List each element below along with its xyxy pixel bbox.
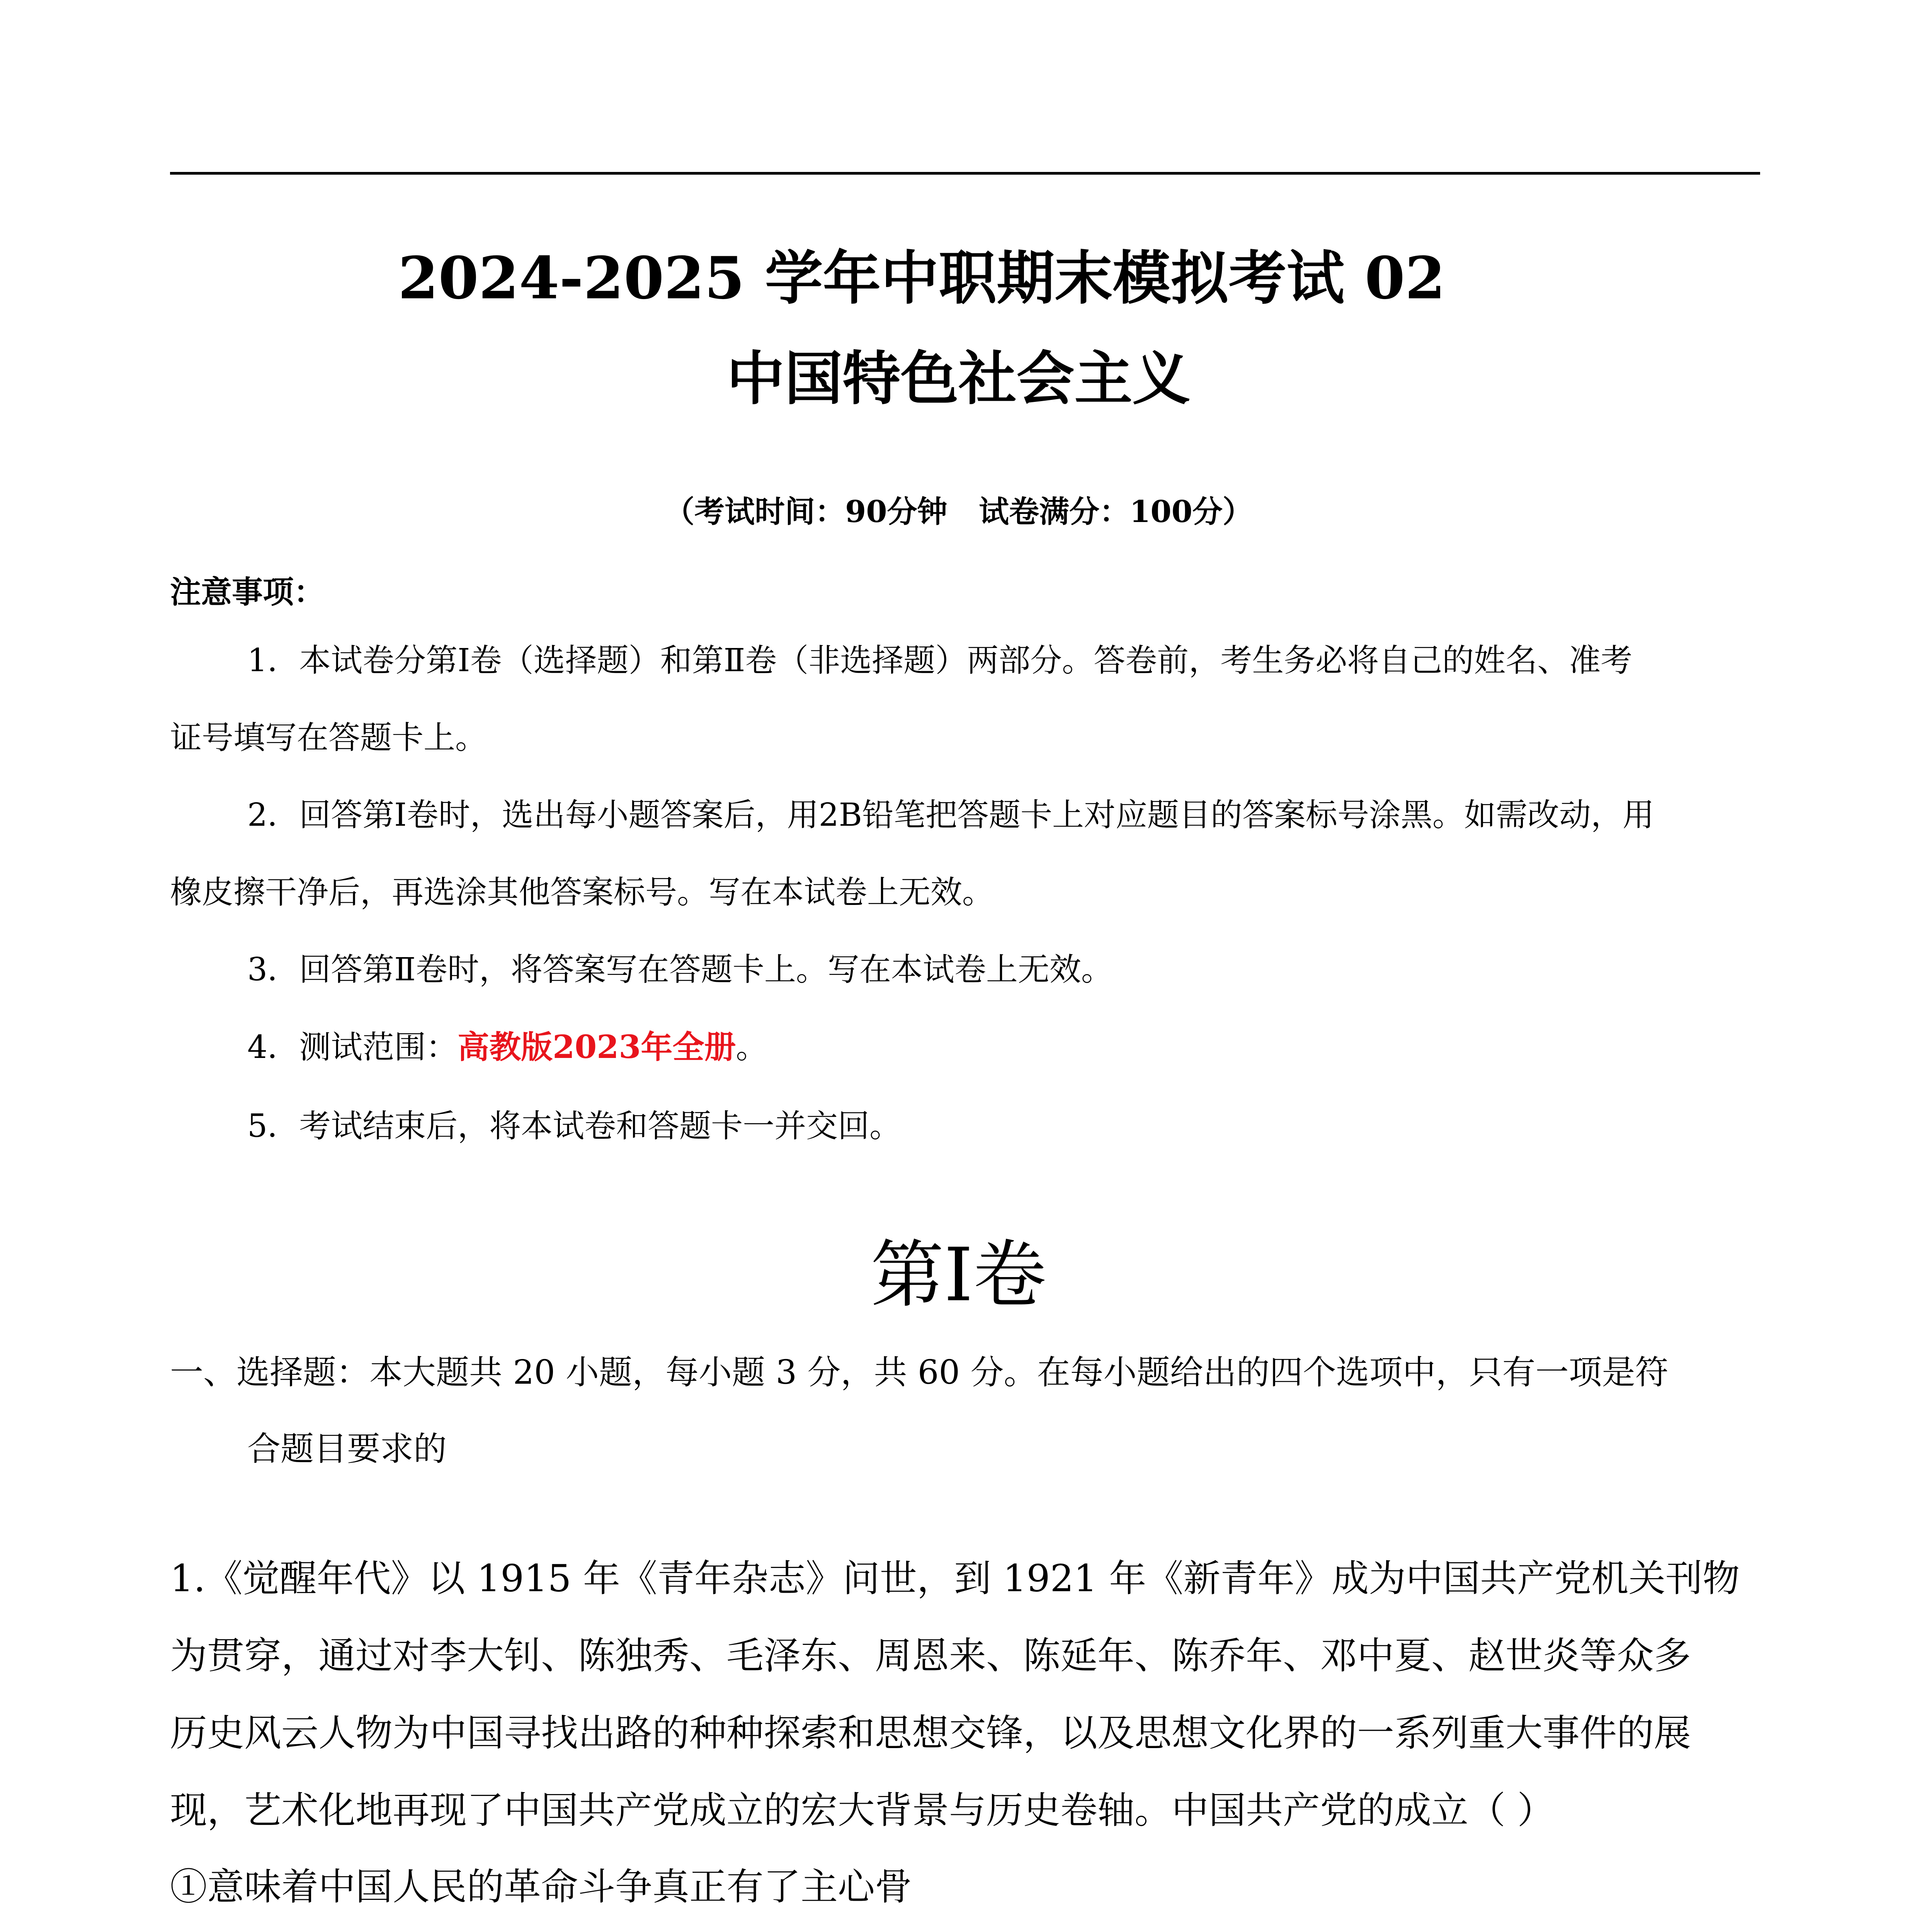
notice-item-1-line-2: 证号填写在答题卡上。 bbox=[170, 719, 487, 756]
question-1-line-4: 现，艺术化地再现了中国共产党成立的宏大背景与历史卷轴。中国共产党的成立（ ） bbox=[170, 1789, 1555, 1832]
notice-item-4-prefix: 4．测试范围： bbox=[247, 1029, 458, 1066]
notice-heading: 注意事项： bbox=[170, 574, 325, 610]
notice-item-4-suffix: 。 bbox=[736, 1029, 768, 1066]
section-instructions-line-1: 一、选择题：本大题共 20 小题，每小题 3 分，共 60 分。在每小题给出的四个选项中，只有一项是符 bbox=[170, 1353, 1669, 1392]
notice-item-4 bbox=[247, 1026, 767, 1069]
header-rule bbox=[170, 172, 1760, 175]
question-1-line-3: 历史风云人物为中国寻找出路的种种探索和思想交锋，以及思想文化界的一系列重大事件的展 bbox=[170, 1711, 1691, 1755]
question-1-line-2: 为贯穿，通过对李大钊、陈独秀、毛泽东、周恩来、陈延年、陈乔年、邓中夏、赵世炎等众多 bbox=[170, 1634, 1691, 1677]
test-scope-highlight: 高教版2023年全册 bbox=[458, 1029, 736, 1066]
question-1-statement-1: ①意味着中国人民的革命斗争真正有了主心骨 bbox=[170, 1865, 912, 1908]
exam-title: 2024-2025 学年中职期末模拟考试 02 bbox=[398, 244, 1446, 312]
notice-item-5: 5．考试结束后，将本试卷和答题卡一并交回。 bbox=[247, 1108, 902, 1145]
notice-item-2-line-1: 2．回答第Ⅰ卷时，选出每小题答案后，用2B铅笔把答题卡上对应题目的答案标号涂黑。如需改动，用 bbox=[247, 797, 1654, 833]
notice-item-2-line-2: 橡皮擦干净后，再选涂其他答案标号。写在本试卷上无效。 bbox=[170, 874, 994, 911]
subject-title: 中国特色社会主义 bbox=[726, 345, 1191, 413]
section-instructions-line-2: 合题目要求的 bbox=[247, 1430, 447, 1468]
notice-item-3: 3．回答第Ⅱ卷时，将答案写在答题卡上。写在本试卷上无效。 bbox=[247, 951, 1113, 988]
notice-item-1-line-1: 1．本试卷分第Ⅰ卷（选择题）和第Ⅱ卷（非选择题）两部分。答卷前，考生务必将自己的姓名、准考 bbox=[247, 642, 1633, 679]
volume-title: 第Ⅰ卷 bbox=[870, 1232, 1047, 1318]
question-1-line-1: 1.《觉醒年代》以 1915 年《青年杂志》问世，到 1921 年《新青年》成为中国共产党机关刊物 bbox=[170, 1557, 1740, 1600]
exam-info: （考试时间：90分钟 试卷满分：100分） bbox=[664, 494, 1253, 529]
